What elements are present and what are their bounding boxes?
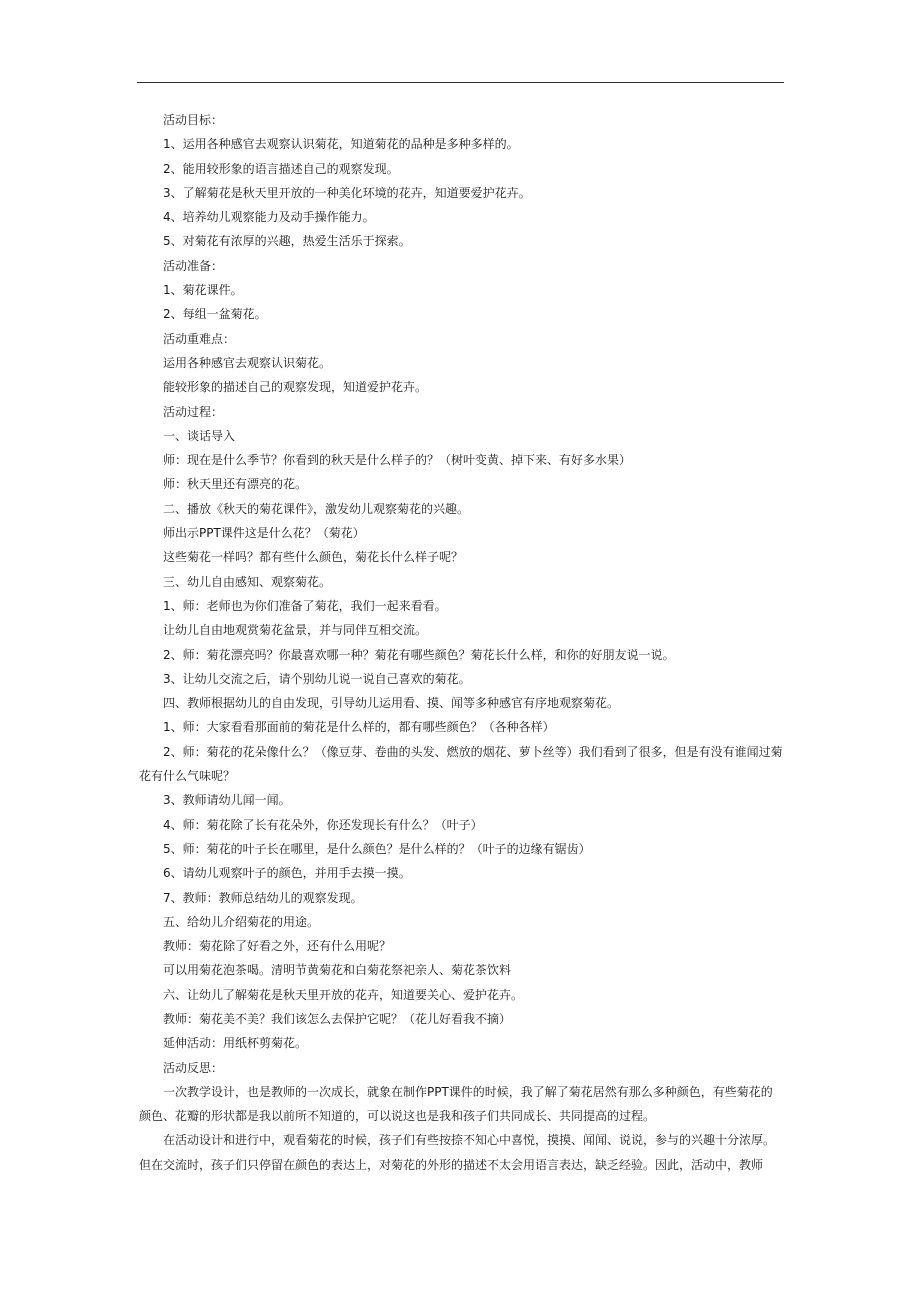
process-line: 让幼儿自由地观赏菊花盆景，并与同伴互相交流。 <box>163 623 428 638</box>
process-line: 5、师：菊花的叶子长在哪里，是什么颜色？是什么样的？（叶子的边缘有锯齿） <box>163 841 591 856</box>
process-line: 师：现在是什么季节？你看到的秋天是什么样子的？（树叶变黄、掉下来、有好多水果） <box>163 453 632 468</box>
process-line: 1、师：大家看看那面前的菊花是什么样的，都有哪些颜色？（各种各样） <box>163 720 555 735</box>
process-line: 教师：菊花除了好看之外，还有什么用呢？ <box>163 939 392 954</box>
preparation-item: 2、每组一盆菊花。 <box>163 307 267 322</box>
process-line: 6、请幼儿观察叶子的颜色，并用手去摸一摸。 <box>163 866 411 881</box>
process-line: 这些菊花一样吗？都有些什么颜色，菊花长什么样子呢？ <box>163 550 464 565</box>
heading-reflection: 活动反思： <box>163 1060 224 1075</box>
goal-item: 3、了解菊花是秋天里开放的一种美化环境的花卉，知道要爱护花卉。 <box>163 185 531 200</box>
process-line: 六、让幼儿了解菊花是秋天里开放的花卉，知道要关心、爱护花卉。 <box>163 987 524 1002</box>
heading-key-points: 活动重难点： <box>163 331 236 346</box>
reflection-paragraph: 在活动设计和进行中，观看菊花的时候，孩子们有些按捺不知心中喜悦，摸摸、闻闻、说说，参与的兴趣十分浓厚。但在交流时，孩子们只停留在颜色的表达上，对菊花的外形的描述不太会用语言表达，缺乏经验。因此，活动中，教师 <box>139 1133 776 1172</box>
process-line: 教师：菊花美不美？我们该怎么去保护它呢？（花儿好看我不摘） <box>163 1011 512 1026</box>
process-line: 3、让幼儿交流之后，请个别幼儿说一说自己喜欢的菊花。 <box>163 671 471 686</box>
heading-process: 活动过程： <box>163 404 224 419</box>
process-line: 四、教师根据幼儿的自由发现，引导幼儿运用看、摸、闻等多种感官有序地观察菊花。 <box>163 696 620 711</box>
process-line: 师出示PPT课件这是什么花？（菊花） <box>163 526 365 541</box>
document-body <box>139 108 784 1177</box>
process-line: 7、教师：教师总结幼儿的观察发现。 <box>163 890 363 905</box>
process-line: 2、师：菊花的花朵像什么？（像豆芽、卷曲的头发、燃放的烟花、萝卜丝等）我们看到了很多，但是有没有谁闻过菊花有什么气味呢？ <box>139 744 783 784</box>
process-line: 可以用菊花泡茶喝。清明节黄菊花和白菊花祭祀亲人、菊花茶饮料 <box>163 963 512 978</box>
goal-item: 2、能用较形象的语言描述自己的观察发现。 <box>163 161 399 176</box>
process-line: 一、谈话导入 <box>163 428 236 443</box>
header-rule <box>137 82 784 83</box>
process-line: 三、幼儿自由感知、观察菊花。 <box>163 574 332 589</box>
key-point: 能较形象的描述自己的观察发现，知道爱护花卉。 <box>163 380 428 395</box>
process-line: 二、播放《秋天的菊花课件》，激发幼儿观察菊花的兴趣。 <box>163 501 470 516</box>
heading-goals: 活动目标： <box>163 113 224 127</box>
process-line: 3、教师请幼儿闻一闻。 <box>163 793 291 808</box>
reflection-paragraph: 一次教学设计，也是教师的一次成长，就象在制作PPT课件的时候，我了解了菊花居然有那么多种颜色，有些菊花的颜色、花瓣的形状都是我以前所不知道的，可以说这也是我和孩子们共同成长、共同提高的过程。 <box>139 1084 773 1124</box>
key-point: 运用各种感官去观察认识菊花。 <box>163 355 332 370</box>
goal-item: 5、对菊花有浓厚的兴趣，热爱生活乐于探索。 <box>163 234 411 249</box>
heading-preparation: 活动准备： <box>163 258 224 273</box>
process-line: 2、师：菊花漂亮吗？你最喜欢哪一种？菊花有哪些颜色？菊花长什么样，和你的好朋友说一说。 <box>163 647 675 662</box>
process-line: 4、师：菊花除了长有花朵外，你还发现长有什么？（叶子） <box>163 817 483 832</box>
preparation-item: 1、菊花课件。 <box>163 283 243 298</box>
goal-item: 1、运用各种感官去观察认识菊花，知道菊花的品种是多种多样的。 <box>163 137 519 152</box>
goal-item: 4、培养幼儿观察能力及动手操作能力。 <box>163 210 375 225</box>
process-line: 师：秋天里还有漂亮的花。 <box>163 477 308 492</box>
extension-activity: 延伸活动：用纸杯剪菊花。 <box>163 1036 308 1051</box>
process-line: 1、师：老师也为你们准备了菊花，我们一起来看看。 <box>163 598 447 613</box>
process-line: 五、给幼儿介绍菊花的用途。 <box>163 914 320 929</box>
